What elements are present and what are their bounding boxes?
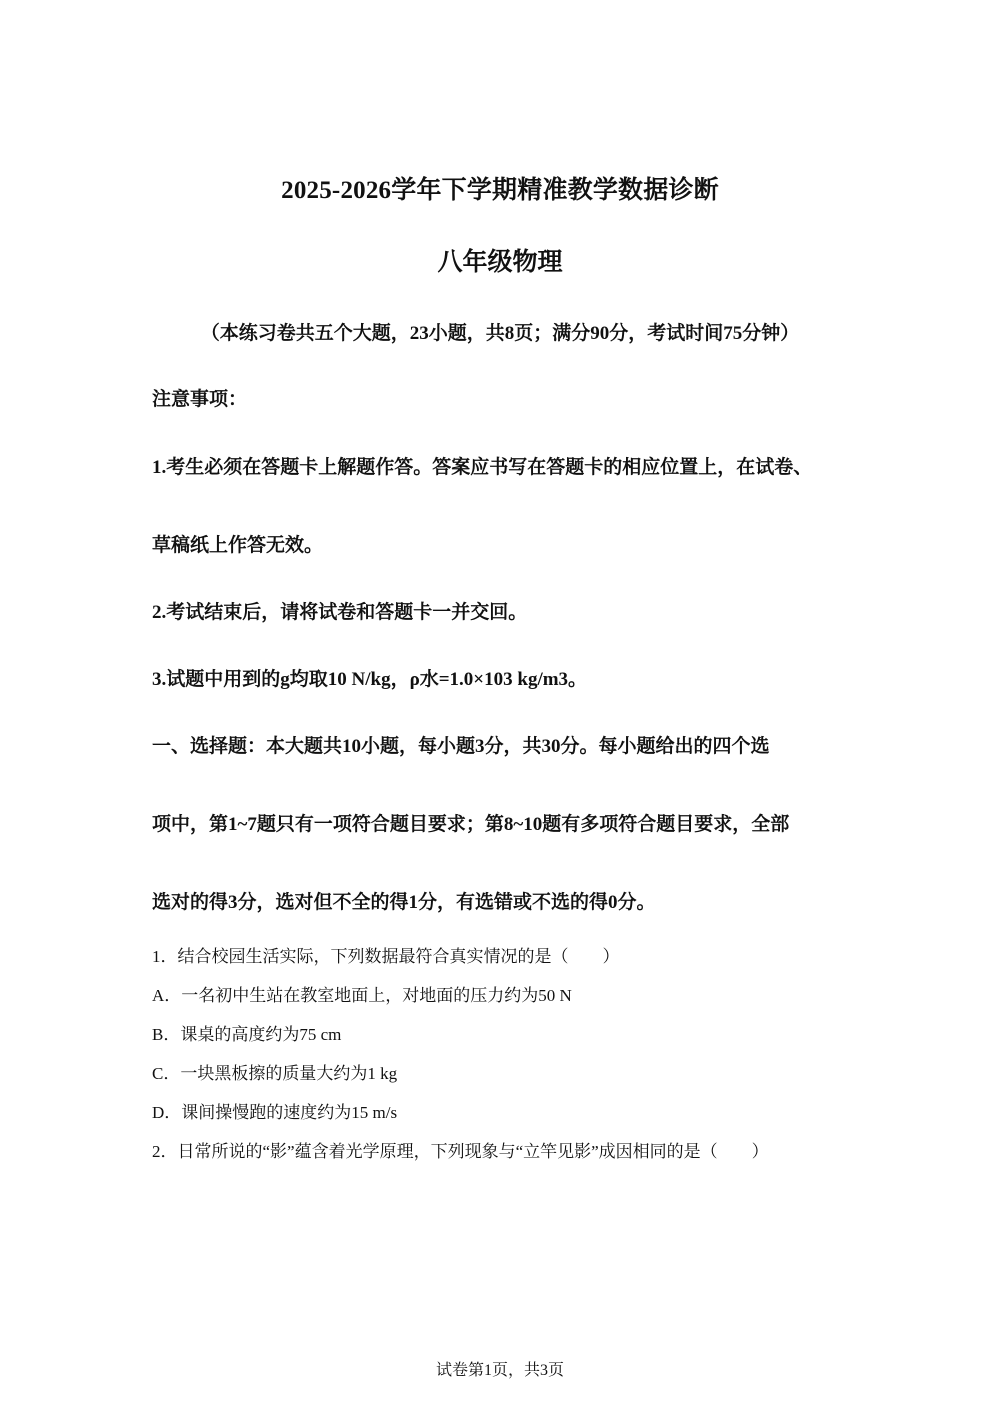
question-2-stem: 2．日常所说的“影”蕴含着光学原理，下列现象与“立竿见影”成因相同的是（ ） — [152, 1142, 769, 1161]
question-1-option-d: D．课间操慢跑的速度约为15 m/s — [152, 1103, 398, 1122]
notes-item-1-line-1: 1.考生必须在答题卡上解题作答。答案应书写在答题卡的相应位置上，在试卷、 — [152, 457, 813, 478]
exam-title: 2025-2026学年下学期精准教学数据诊断 — [281, 177, 719, 204]
section-1-line-3: 选对的得3分，选对但不全的得1分，有选错或不选的得0分。 — [152, 892, 656, 913]
notes-item-3: 3.试题中用到的g均取10 N/kg，ρ水=1.0×103 kg/m3。 — [152, 669, 588, 690]
question-1-option-c: C．一块黑板擦的质量大约为1 kg — [152, 1064, 398, 1083]
notes-heading: 注意事项： — [152, 389, 248, 410]
section-1-line-2: 项中，第1~7题只有一项符合题目要求；第8~10题有多项符合题目要求，全部 — [152, 814, 790, 835]
question-1-option-b: B．课桌的高度约为75 cm — [152, 1025, 342, 1044]
notes-item-1-line-2: 草稿纸上作答无效。 — [152, 535, 324, 556]
exam-info: （本练习卷共五个大题，23小题，共8页；满分90分，考试时间75分钟） — [200, 323, 800, 344]
notes-item-2: 2.考试结束后，请将试卷和答题卡一并交回。 — [152, 602, 528, 623]
section-1-line-1: 一、选择题：本大题共10小题，每小题3分，共30分。每小题给出的四个选 — [152, 736, 770, 757]
question-1-stem: 1．结合校园生活实际，下列数据最符合真实情况的是（ ） — [152, 947, 620, 966]
question-1-option-a: A．一名初中生站在教室地面上，对地面的压力约为50 N — [152, 986, 572, 1005]
page-footer: 试卷第1页，共3页 — [435, 1362, 564, 1379]
exam-subject: 八年级物理 — [437, 249, 563, 276]
